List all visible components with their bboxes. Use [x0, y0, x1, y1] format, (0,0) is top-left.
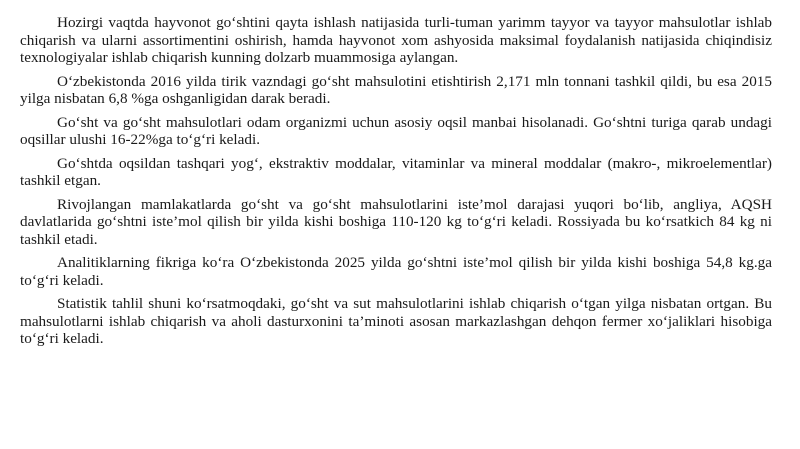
- paragraph-protein-source: Go‘sht va go‘sht mahsulotlari odam organizmi uchun asosiy oqsil manbai hisolanadi. Go‘shtni turiga qarab undagi oqsillar ulushi 16-22%ga to‘g‘ri keladi.: [20, 113, 772, 148]
- document-body: [20, 0, 772, 354]
- paragraph-forecast-2025: Analitiklarning fikriga ko‘ra O‘zbekistonda 2025 yilda go‘shtni iste’mol qilish bir yilda kishi boshiga 54,8 kg.ga to‘g‘ri keladi.: [20, 254, 772, 289]
- paragraph-meat-composition: Go‘shtda oqsildan tashqari yog‘, ekstraktiv moddalar, vitaminlar va mineral moddalar (makro-, mikroelementlar) tashkil etgan.: [20, 154, 772, 189]
- paragraph-statistics: Statistik tahlil shuni ko‘rsatmoqdaki, go‘sht va sut mahsulotlarini ishlab chiqarish o‘tgan yilga nisbatan ortgan. Bu mahsulotlarni ishlab chiqarish va aholi dasturxonini ta’minoti asosan markazlashgan dehqon fermer xo‘jaliklari hisobiga to‘g‘ri keladi.: [20, 295, 772, 347]
- paragraph-consumption-developed: Rivojlangan mamlakatlarda go‘sht va go‘sht mahsulotlarini iste’mol darajasi yuqori bo‘lib, angliya, AQSH davlatlarida go‘shtni iste’mol qilish bir yilda kishi boshiga 110-120 kg to‘g‘ri keladi. Rossiyada bu ko‘rsatkich 84 kg ni tashkil etadi.: [20, 195, 772, 248]
- paragraph-meat-processing: Hozirgi vaqtda hayvonot go‘shtini qayta ishlash natijasida turli-tuman yarimm tayyor va tayyor mahsulotlar ishlab chiqarish va ularni assortimentini oshirish, hamda hayvonot xom ashyosida maksimal foydalanish natijasida chiqindisiz texnologiyalar ishlab chiqarish kunning dolzarb muammosiga aylangan.: [20, 14, 772, 66]
- paragraph-production-2016: O‘zbekistonda 2016 yilda tirik vazndagi go‘sht mahsulotini etishtirish 2,171 mln tonnani tashkil qildi, bu esa 2015 yilga nisbatan 6,8 %ga oshganligidan darak beradi.: [20, 72, 772, 107]
